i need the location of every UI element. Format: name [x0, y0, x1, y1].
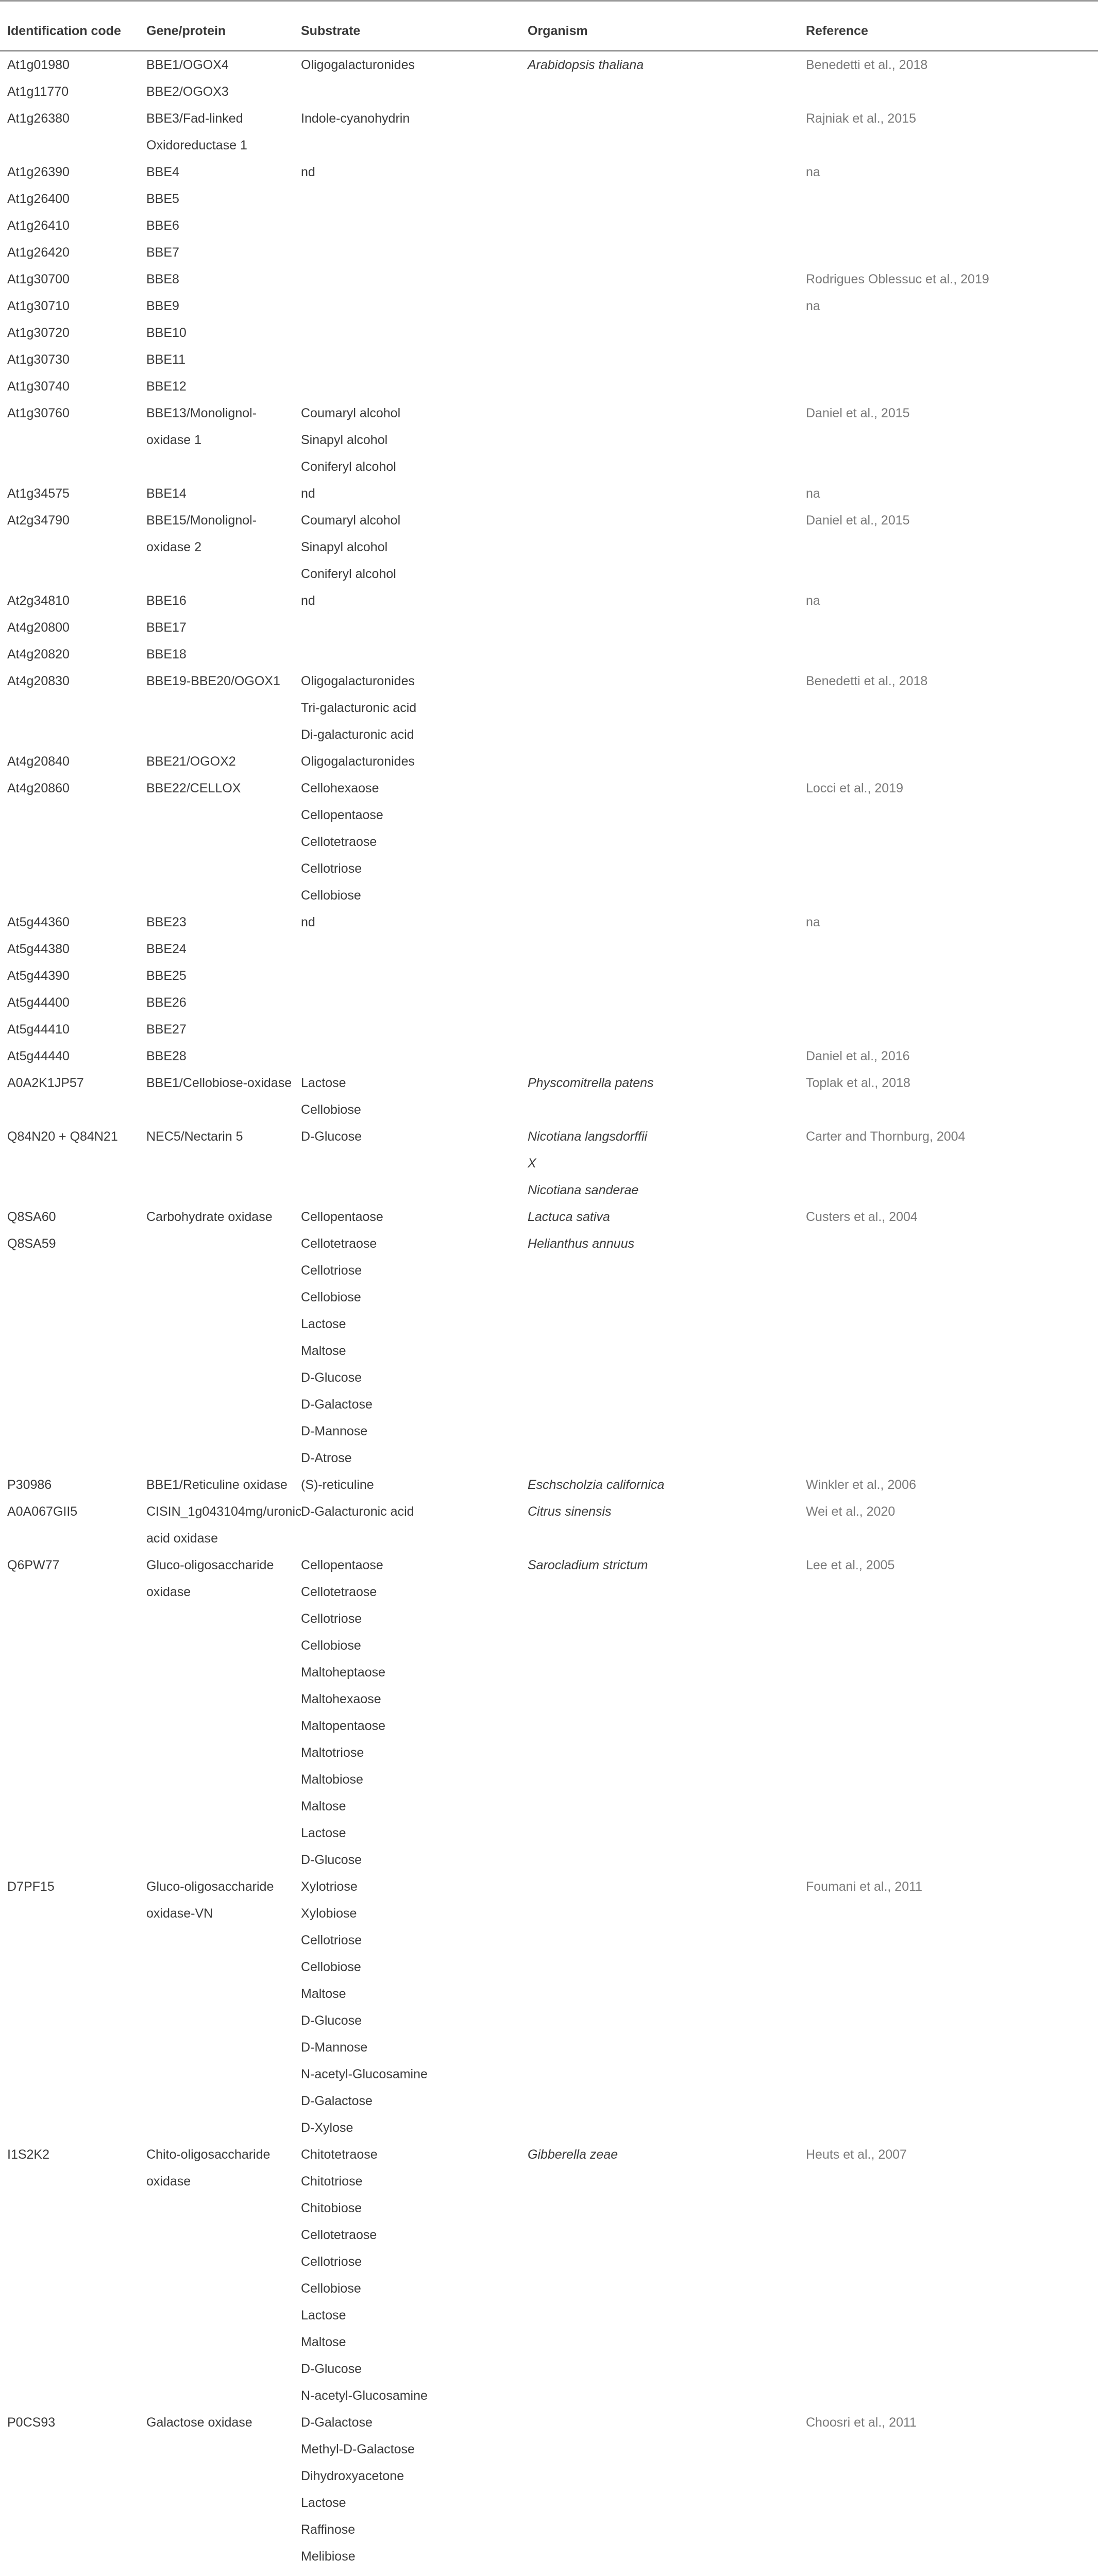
cell-substrate: Oligogalacturonides: [301, 754, 415, 769]
cell-identification-code: A0A2K1JP57: [7, 1076, 84, 1090]
table-header-row: [0, 1, 1098, 51]
cell-organism: Arabidopsis thaliana: [528, 58, 644, 72]
cell-identification-code: At4g20840: [7, 754, 70, 769]
cell-reference: Choosri et al., 2011: [806, 2415, 917, 2430]
cell-substrate: (S)-reticuline: [301, 1478, 374, 1492]
cell-identification-code: Q8SA60 Q8SA59: [7, 1210, 56, 1251]
cell-reference: Locci et al., 2019: [806, 781, 904, 795]
cell-organism: Eschscholzia californica: [528, 1478, 665, 1492]
cell-organism: [520, 909, 799, 1070]
table-row: [0, 2141, 1098, 2409]
cell-reference: Daniel et al., 2015: [806, 406, 910, 420]
cell-gene-protein: BBE23 BBE24 BBE25 BBE26 BBE27 BBE28: [146, 915, 187, 1063]
cell-reference: Benedetti et al., 2018 Rajniak et al., 2015: [806, 58, 928, 126]
cell-gene-protein: Carbohydrate oxidase: [146, 1210, 273, 1224]
cell-organism: [520, 507, 799, 587]
cell-reference: Carter and Thornburg, 2004: [806, 1129, 966, 1144]
cell-identification-code: I1S2K2: [7, 2147, 50, 2162]
cell-substrate: Xylotriose Xylobiose Cellotriose Cellobiose Maltose D-Glucose D-Mannose N-acetyl-Glucosamine D-Galactose D-Xylose: [301, 1879, 428, 2135]
header-reference: Reference: [799, 1, 1098, 51]
table-row: [0, 400, 1098, 480]
cell-organism: Physcomitrella patens: [528, 1076, 654, 1090]
cell-substrate: Cellopentaose Cellotetraose Cellotriose Cellobiose Maltoheptaose Maltohexaose Maltopentaose Maltotriose Maltobiose Maltose Lactose D-Glucose: [301, 1558, 386, 1867]
cell-reference: [799, 748, 1098, 775]
cell-substrate: Oligogalacturonides Indole-cyanohydrin: [301, 58, 415, 126]
cell-identification-code: P30986: [7, 1478, 52, 1492]
cell-organism: [520, 400, 799, 480]
cell-organism: [520, 587, 799, 668]
cell-organism: Nicotiana langsdorffii X Nicotiana sanderae: [528, 1129, 648, 1197]
table-row: [0, 1552, 1098, 1873]
cell-substrate: Coumaryl alcohol Sinapyl alcohol Coniferyl alcohol: [301, 406, 401, 474]
cell-identification-code: Q6PW77: [7, 1558, 60, 1572]
cell-gene-protein: BBE16 BBE17 BBE18: [146, 594, 187, 662]
table-row: [0, 51, 1098, 159]
cell-gene-protein: Gluco-oligosaccharide oxidase: [146, 1558, 274, 1599]
cell-identification-code: Q84N20 + Q84N21: [7, 1129, 118, 1144]
table-row: [0, 1204, 1098, 1471]
cell-identification-code: P0CS93: [7, 2415, 56, 2430]
cell-organism: Lactuca sativa Helianthus annuus: [528, 1210, 635, 1251]
table-row: [0, 668, 1098, 748]
table-row: [0, 159, 1098, 400]
cell-reference: na Daniel et al., 2016: [806, 915, 910, 1063]
header-identification-code: Identification code: [0, 1, 139, 51]
cell-reference: Wei et al., 2020: [806, 1504, 896, 1519]
table-row: [0, 775, 1098, 909]
cell-identification-code: At4g20830: [7, 674, 70, 688]
cell-substrate: Cellohexaose Cellopentaose Cellotetraose Cellotriose Cellobiose: [301, 781, 383, 903]
cell-organism: [520, 159, 799, 400]
cell-reference: Lee et al., 2005: [806, 1558, 895, 1572]
cell-substrate: D-Galacturonic acid: [301, 1504, 414, 1519]
cell-gene-protein: BBE13/Monolignol-oxidase 1: [146, 406, 257, 447]
cell-substrate: Lactose Cellobiose: [301, 1076, 361, 1117]
cell-identification-code: At2g34790: [7, 513, 70, 528]
cell-substrate: Coumaryl alcohol Sinapyl alcohol Coniferyl alcohol: [301, 513, 401, 581]
cell-reference: Toplak et al., 2018: [806, 1076, 910, 1090]
table-row: [0, 1498, 1098, 1552]
cell-gene-protein: BBE22/CELLOX: [146, 781, 241, 795]
header-organism: Organism: [520, 1, 799, 51]
cell-identification-code: At5g44360 At5g44380 At5g44390 At5g44400 At5g44410 At5g44440: [7, 915, 70, 1063]
cell-substrate: nd: [301, 915, 315, 929]
cell-gene-protein: Chito-oligosaccharide oxidase: [146, 2147, 271, 2189]
cell-identification-code: A0A067GII5: [7, 1504, 78, 1519]
cell-identification-code: At1g34575: [7, 486, 70, 501]
cell-organism: [520, 1873, 799, 2141]
cell-organism: [520, 775, 799, 909]
cell-gene-protein: CISIN_1g043104mg/uronic acid oxidase: [146, 1504, 302, 1546]
cell-substrate: nd: [301, 486, 315, 501]
cell-organism: Sarocladium strictum: [528, 1558, 648, 1572]
cell-gene-protein: BBE1/Cellobiose-oxidase: [146, 1076, 292, 1090]
table-row: [0, 1123, 1098, 1204]
cell-identification-code: At1g26390 At1g26400 At1g26410 At1g26420 At1g30700 At1g30710 At1g30720 At1g30730 At1g30740: [7, 165, 70, 394]
cell-reference: Daniel et al., 2015: [806, 513, 910, 528]
cell-gene-protein: NEC5/Nectarin 5: [146, 1129, 243, 1144]
table-row: [0, 1873, 1098, 2141]
cell-identification-code: D7PF15: [7, 1879, 55, 1894]
cell-reference: Benedetti et al., 2018: [806, 674, 928, 688]
cell-organism: Gibberella zeae: [528, 2147, 618, 2162]
cell-gene-protein: BBE21/OGOX2: [146, 754, 236, 769]
cell-organism: [520, 668, 799, 748]
cell-substrate: Cellopentaose Cellotetraose Cellotriose Cellobiose Lactose Maltose D-Glucose D-Galactose D-Mannose D-Atrose: [301, 1210, 383, 1465]
cell-substrate: D-Glucose: [301, 1129, 362, 1144]
table-row: [0, 1070, 1098, 1123]
cell-gene-protein: Galactose oxidase: [146, 2415, 252, 2430]
cell-substrate: nd: [301, 165, 315, 179]
cell-gene-protein: Gluco-oligosaccharide oxidase-VN: [146, 1879, 274, 1921]
cell-identification-code: At1g01980 At1g11770 At1g26380: [7, 58, 70, 126]
cell-gene-protein: BBE14: [146, 486, 187, 501]
cell-substrate: Oligogalacturonides Tri-galacturonic acid Di-galacturonic acid: [301, 674, 417, 742]
table-row: [0, 2409, 1098, 2576]
cell-identification-code: At2g34810 At4g20800 At4g20820: [7, 594, 70, 662]
cell-reference: Heuts et al., 2007: [806, 2147, 907, 2162]
cell-organism: Citrus sinensis: [528, 1504, 612, 1519]
cell-reference: Custers et al., 2004: [806, 1210, 918, 1224]
cell-reference: na Rodrigues Oblessuc et al., 2019 na: [806, 165, 989, 313]
cell-organism: [520, 748, 799, 775]
header-substrate: Substrate: [294, 1, 520, 51]
cell-gene-protein: BBE1/Reticuline oxidase: [146, 1478, 288, 1492]
cell-identification-code: At4g20860: [7, 781, 70, 795]
cell-identification-code: At1g30760: [7, 406, 70, 420]
cell-gene-protein: BBE15/Monolignol-oxidase 2: [146, 513, 257, 554]
table-body: [0, 51, 1098, 2576]
cell-substrate: Chitotetraose Chitotriose Chitobiose Cellotetraose Cellotriose Cellobiose Lactose Maltose D-Glucose N-acetyl-Glucosamine: [301, 2147, 428, 2403]
cell-substrate: nd: [301, 594, 315, 608]
table-row: [0, 507, 1098, 587]
cell-reference: Winkler et al., 2006: [806, 1478, 916, 1492]
table-row: [0, 480, 1098, 507]
cell-reference: na: [806, 486, 820, 501]
table-row: [0, 748, 1098, 775]
table-row: [0, 909, 1098, 1070]
cell-reference: Foumani et al., 2011: [806, 1879, 923, 1894]
cell-gene-protein: BBE4 BBE5 BBE6 BBE7 BBE8 BBE9 BBE10 BBE11 BBE12: [146, 165, 187, 394]
cell-organism: [520, 480, 799, 507]
cell-organism: [520, 2409, 799, 2576]
cell-gene-protein: BBE1/OGOX4 BBE2/OGOX3 BBE3/Fad-linked Oxidoreductase 1: [146, 58, 247, 152]
table-row: [0, 587, 1098, 668]
cell-substrate: D-Galactose Methyl-D-Galactose Dihydroxyacetone Lactose Raffinose Melibiose: [301, 2415, 415, 2564]
cell-reference: na: [806, 594, 820, 608]
header-gene-protein: Gene/protein: [139, 1, 294, 51]
cell-gene-protein: BBE19-BBE20/OGOX1: [146, 674, 280, 688]
table-row: [0, 1471, 1098, 1498]
